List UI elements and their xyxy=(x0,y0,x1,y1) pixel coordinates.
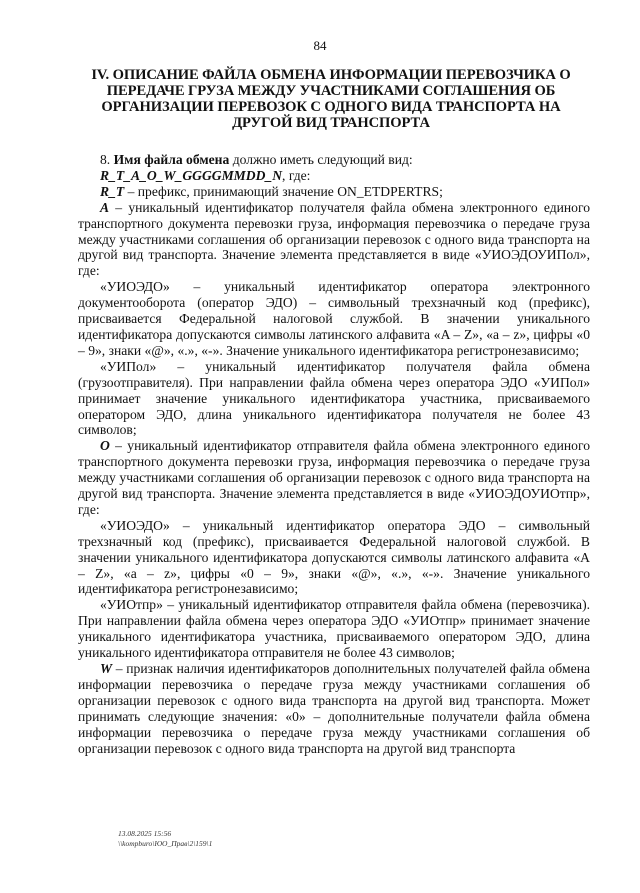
clause-number: 8. xyxy=(100,152,111,167)
definition-sender-id xyxy=(78,438,590,518)
definition-text: – префикс, принимающий значение ON_ETDPERTRS; xyxy=(124,183,443,199)
definition-additional-recipients xyxy=(78,661,590,756)
definition-prefix xyxy=(78,184,590,200)
definition-text: «УИПол» – уникальный идентификатор получателя файла обмена (грузоотправителя). При направлении файла обмена через оператора ЭДО «УИПол» принимает значение уникального идентификатора участника, присваиваемого оператором ЭДО, длина уникального идентификатора получателя не более 43 символов; xyxy=(78,358,590,438)
section-title: IV. ОПИСАНИЕ ФАЙЛА ОБМЕНА ИНФОРМАЦИИ ПЕРЕВОЗЧИКА О ПЕРЕДАЧЕ ГРУЗА МЕЖДУ УЧАСТНИКАМИ СОГЛАШЕНИЯ ОБ ОРГАНИЗАЦИИ ПЕРЕВОЗОК С ОДНОГО ВИДА ТРАНСПОРТА НА ДРУГОЙ ВИД ТРАНСПОРТА xyxy=(91,67,571,131)
filename-paragraph xyxy=(78,168,590,184)
print-footer xyxy=(118,829,212,849)
definition-recipient-id xyxy=(78,200,590,280)
definition-key: R_T xyxy=(100,183,125,199)
definition-recipient-code xyxy=(78,359,590,439)
definition-text: – уникальный идентификатор отправителя файла обмена электронного единого транспортного документа перевозки груза, информация перевозчика о передаче груза между участниками соглашения об организации перевозок с одного вида транспорта на другой вид транспорта. Значение элемента представляется в виде «УИОЭДОУИОтпр», где: xyxy=(78,438,590,517)
definition-text: – признак наличия идентификаторов дополнительных получателей файла обмена информации перевозчика о передаче груза между участниками соглашения об организации перевозок с одного вида транспорта на другой вид транспорта. Может принимать следующие значения: «0» – дополнительные получатели файла обмена информации перевозчика о передаче груза между участниками соглашения об организации перевозок с одного вида транспорта на другой вид транспорта xyxy=(78,661,590,756)
definition-text: «УИОЭДО» – уникальный идентификатор оператора электронного документооборота (оператор ЭДО) – символьный трехзначный код (префикс), присваивается Федеральной налоговой службой. В значении уникального идентификатора допускаются символы латинского алфавита «A – Z», «a – z», цифры «0 – 9», знаки «@», «.», «-». Значение уникального идентификатора регистронезависимо; xyxy=(78,279,590,358)
definition-operator-code xyxy=(78,279,590,359)
filename-pattern: R_T_A_O_W_GGGGMMDD_N xyxy=(100,167,283,183)
clause-paragraph xyxy=(78,152,590,168)
definition-key: A xyxy=(100,199,110,215)
definition-text: «УИОЭДО» – уникальный идентификатор оператора ЭДО – символьный трехзначный код (префикс), присваивается Федеральной налоговой службой. В значении уникального идентификатора допускаются символы латинского алфавита «A – Z», «a – z», цифры «0 – 9», знаки «@», «.», «-». Значение уникального идентификатора регистронезависимо; xyxy=(78,517,590,597)
definition-text: – уникальный идентификатор получателя файла обмена электронного единого транспортного документа перевозки груза, информация перевозчика о передаче груза между участниками соглашения об организации перевозок с одного вида транспорта на другой вид транспорта. Значение элемента представляется в виде «УИОЭДОУИПол», где: xyxy=(78,199,590,279)
filename-tail: , где: xyxy=(282,167,311,183)
print-timestamp: 13.08.2025 15:56 xyxy=(118,829,172,838)
definition-operator-code-2 xyxy=(78,518,590,598)
document-body xyxy=(78,152,590,756)
page-number: 84 xyxy=(313,38,327,53)
definition-sender-code xyxy=(78,597,590,661)
file-path: \\kompburo\ЮО_Прав\2\159\1 xyxy=(118,839,213,848)
clause-term: Имя файла обмена xyxy=(113,152,230,167)
clause-tail: должно иметь следующий вид: xyxy=(229,152,413,167)
definition-key: O xyxy=(100,438,110,454)
definition-text: «УИОтпр» – уникальный идентификатор отправителя файла обмена (перевозчика). При направлении файла обмена через оператора ЭДО «УИОтпр» принимает значение уникального идентификатора участника, присваиваемого оператором ЭДО, длина уникального идентификатора отправителя не более 43 символов; xyxy=(78,597,590,661)
definition-key: W xyxy=(100,661,113,676)
